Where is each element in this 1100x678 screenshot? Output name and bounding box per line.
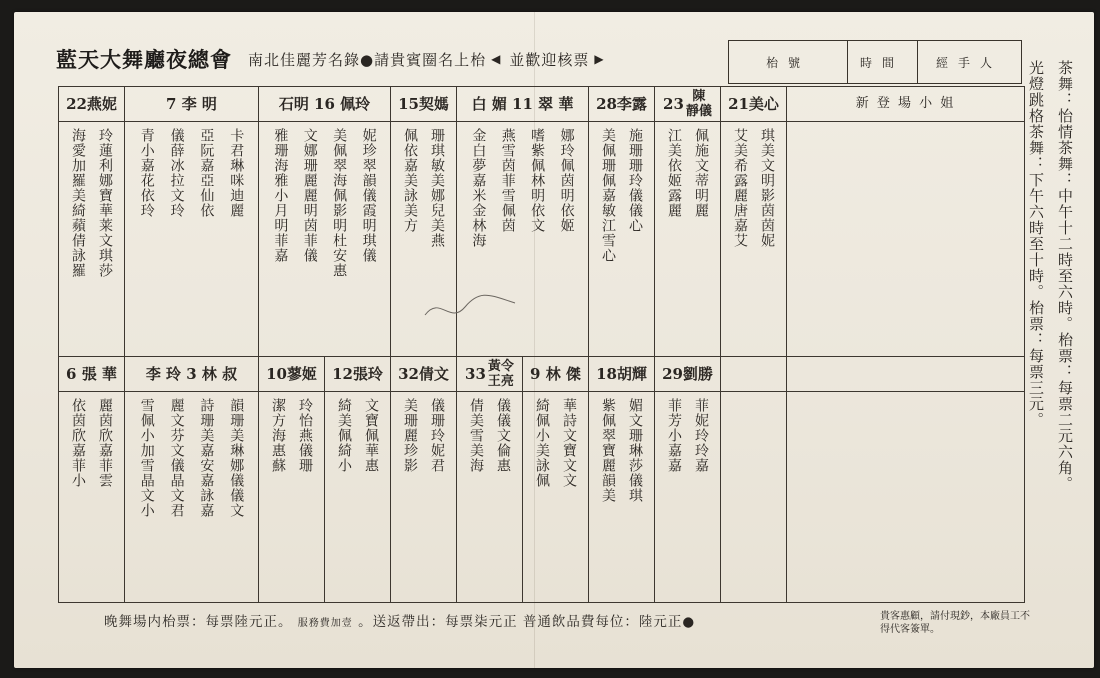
ballroom-title: 藍天大舞廳夜總會 bbox=[56, 47, 232, 72]
hostess-name-column: 金白夢嘉米金林海 bbox=[470, 128, 487, 248]
name-columns bbox=[259, 392, 324, 608]
hostess-name-column: 琪美文明影茵茵妮 bbox=[759, 128, 775, 248]
hostess-name-column: 儀薛冰拉文玲 bbox=[168, 128, 185, 218]
hostess-name-column: 綺美佩綺小 bbox=[336, 398, 352, 473]
tea-dance-line: 茶舞：怡情茶舞：中午十二時至六時。枱票：每票二元六角。 bbox=[1056, 60, 1074, 492]
hostess-name-column: 娜玲佩茵明依姬 bbox=[558, 128, 575, 233]
hostess-name-column: 菲芳小嘉嘉 bbox=[666, 398, 682, 473]
header-name-line: 陳 bbox=[692, 89, 706, 104]
hostess-name-column: 雪佩小加雪晶文小 bbox=[138, 398, 155, 518]
time-field: 時間 bbox=[847, 41, 918, 83]
top-header-row bbox=[59, 87, 1025, 122]
hostess-name-column: 文寶佩華惠 bbox=[363, 398, 379, 473]
hostess-name-column: 文娜珊麗麗明茵菲儀 bbox=[301, 128, 318, 263]
bottom-names-row bbox=[59, 392, 1025, 603]
hostess-name-column: 韻珊美琳娜儀儀文 bbox=[228, 398, 245, 518]
pencil-scrawl bbox=[420, 285, 520, 325]
hostess-name-column: 倩美雪美海 bbox=[468, 398, 484, 473]
name-columns bbox=[655, 392, 720, 608]
header-number: 33 bbox=[465, 365, 486, 383]
name-columns bbox=[589, 122, 654, 362]
hostess-name-column: 美佩珊佩嘉敏江雪心 bbox=[600, 128, 616, 263]
new-hostess-blank bbox=[787, 122, 1025, 357]
light-dance-line: 光燈跳格茶舞：下午六時至十時。枱票：每票三元。 bbox=[1027, 60, 1045, 428]
hostess-name-column: 詩珊美嘉安嘉詠嘉 bbox=[198, 398, 215, 518]
section-header: 22燕妮 bbox=[59, 87, 125, 122]
hostess-name-column: 佩施文蒂明麗 bbox=[693, 128, 709, 218]
page-header bbox=[56, 44, 609, 74]
name-columns bbox=[391, 122, 456, 362]
section-header: 21美心 bbox=[721, 87, 787, 122]
header-name-line: 王亮 bbox=[487, 374, 514, 389]
hostess-name-column: 亞阮嘉亞仙依 bbox=[198, 128, 215, 218]
hostess-name-column: 珊琪敏美娜兒美燕 bbox=[429, 128, 445, 248]
bottom-header-row bbox=[59, 357, 1025, 392]
name-columns bbox=[125, 392, 258, 608]
section-header: 10蓼姬 bbox=[259, 357, 325, 391]
name-columns bbox=[589, 392, 654, 608]
name-columns bbox=[457, 392, 522, 608]
name-columns bbox=[325, 392, 390, 608]
name-columns bbox=[655, 122, 720, 362]
section-header: 12張玲 bbox=[332, 365, 383, 383]
hostess-name-column: 嗜紫佩林明依文 bbox=[529, 128, 546, 233]
section-header: 15契媽 bbox=[391, 87, 457, 122]
handler-field: 經手人 bbox=[935, 55, 1002, 70]
section-header: 7 李 明 bbox=[125, 87, 259, 122]
hostess-name-column: 妮珍翠韻儀霞明琪儀 bbox=[360, 128, 377, 263]
name-columns bbox=[391, 392, 456, 608]
hostess-name-column: 玲蓮利娜寶華莱文琪莎 bbox=[97, 128, 113, 278]
section-header: 6 張 華 bbox=[59, 357, 125, 392]
top-names-row bbox=[59, 122, 1025, 357]
section-header: 28李露 bbox=[589, 87, 655, 122]
hostess-name-column: 美珊麗珍影 bbox=[402, 398, 418, 473]
arrow-right-icon: ▶ bbox=[594, 52, 604, 66]
hostess-name-column: 燕雪茵菲雪佩茵 bbox=[499, 128, 516, 233]
section-header: 9 林 傑 bbox=[530, 365, 581, 383]
cash-only-note: 貴客惠顧，請付現鈔，本廠員工不得代客簽單。 bbox=[880, 611, 1030, 635]
hostess-name-column: 江美依姬露麗 bbox=[666, 128, 682, 218]
new-hostess-header: 新 登 場 小 姐 bbox=[787, 87, 1025, 122]
table-number-field: 枱號 bbox=[729, 41, 848, 83]
hostess-name-column: 儀珊玲妮君 bbox=[429, 398, 445, 473]
hostess-name-column: 華詩文寶文文 bbox=[561, 398, 577, 488]
blank-cell bbox=[721, 392, 787, 603]
blank-cell-wide bbox=[787, 392, 1025, 603]
name-columns bbox=[59, 122, 124, 362]
ticket-stamp-box bbox=[728, 40, 1022, 84]
hostess-roster-table bbox=[58, 86, 1025, 603]
name-columns bbox=[259, 122, 390, 362]
blank-header-wide bbox=[787, 357, 1025, 392]
header-name-line: 黃令 bbox=[487, 359, 514, 374]
hostess-name-column: 麗茵欣嘉菲雲 bbox=[97, 398, 113, 488]
name-columns bbox=[59, 392, 124, 608]
section-header: 石明 16 佩玲 bbox=[259, 87, 391, 122]
hostess-name-column: 施珊珊玲儀儀心 bbox=[627, 128, 643, 233]
header-number: 23 bbox=[663, 95, 684, 113]
name-columns bbox=[457, 122, 588, 362]
service-charge: 服務費加壹 bbox=[297, 618, 353, 629]
hostess-name-column: 艾美希露麗唐嘉艾 bbox=[732, 128, 748, 248]
arrow-left-icon: ◀ bbox=[491, 52, 501, 66]
name-columns bbox=[523, 392, 588, 608]
pricing-footer bbox=[104, 610, 695, 630]
welcome-text: 並歡迎核票 bbox=[509, 50, 590, 69]
evening-ticket-price: 晚舞場内枱票：每票陸元正。 bbox=[104, 614, 293, 630]
hostess-name-column: 佩依嘉美詠美方 bbox=[402, 128, 418, 233]
hostess-name-column: 青小嘉花依玲 bbox=[138, 128, 155, 218]
blank-header bbox=[721, 357, 787, 392]
hostess-name-column: 海愛加羅美綺蘋倩詠羅 bbox=[70, 128, 86, 278]
takeout-and-drinks: 。送返帶出：每票柒元正 普通飲品費每位：陸元正● bbox=[358, 614, 696, 630]
header-name-line: 靜儀 bbox=[685, 104, 712, 119]
hostess-name-column: 媚文珊琳莎儀琪 bbox=[627, 398, 643, 503]
section-header: 白 媚 11 翠 華 bbox=[457, 87, 589, 122]
split-header bbox=[259, 357, 391, 392]
split-header bbox=[457, 357, 589, 392]
section-header: 32倩文 bbox=[391, 357, 457, 392]
name-columns bbox=[125, 122, 258, 362]
hostess-name-column: 潔方海惠蘇 bbox=[270, 398, 286, 473]
hostess-name-column: 雅珊海雅小月明菲嘉 bbox=[272, 128, 289, 263]
section-header: 18胡輝 bbox=[589, 357, 655, 392]
hostess-name-column: 菲妮玲玲嘉 bbox=[693, 398, 709, 473]
hostess-name-column: 依茵欣嘉菲小 bbox=[70, 398, 86, 488]
name-columns bbox=[721, 122, 786, 362]
section-header: 李 玲 3 林 叔 bbox=[125, 357, 259, 392]
section-header-stacked bbox=[655, 87, 721, 122]
hostess-name-column: 綺佩小美詠佩 bbox=[534, 398, 550, 488]
section-header: 29劉勝 bbox=[655, 357, 721, 392]
hostess-name-column: 儀儀文倫惠 bbox=[495, 398, 511, 473]
subtitle: 南北佳麗芳名錄●請貴賓圈名上枱 bbox=[248, 50, 487, 69]
hostess-name-column: 紫佩翠寶麗韻美 bbox=[600, 398, 616, 503]
hostess-name-column: 卡君琳咪迪麗 bbox=[228, 128, 245, 218]
section-header-stacked bbox=[457, 357, 523, 391]
hostess-name-column: 玲怡燕儀珊 bbox=[297, 398, 313, 473]
hostess-name-column: 美佩翠海佩影明杜安惠 bbox=[331, 128, 348, 278]
tea-dance-info bbox=[1026, 60, 1076, 600]
hostess-name-column: 麗文芬文儀晶文君 bbox=[168, 398, 185, 518]
